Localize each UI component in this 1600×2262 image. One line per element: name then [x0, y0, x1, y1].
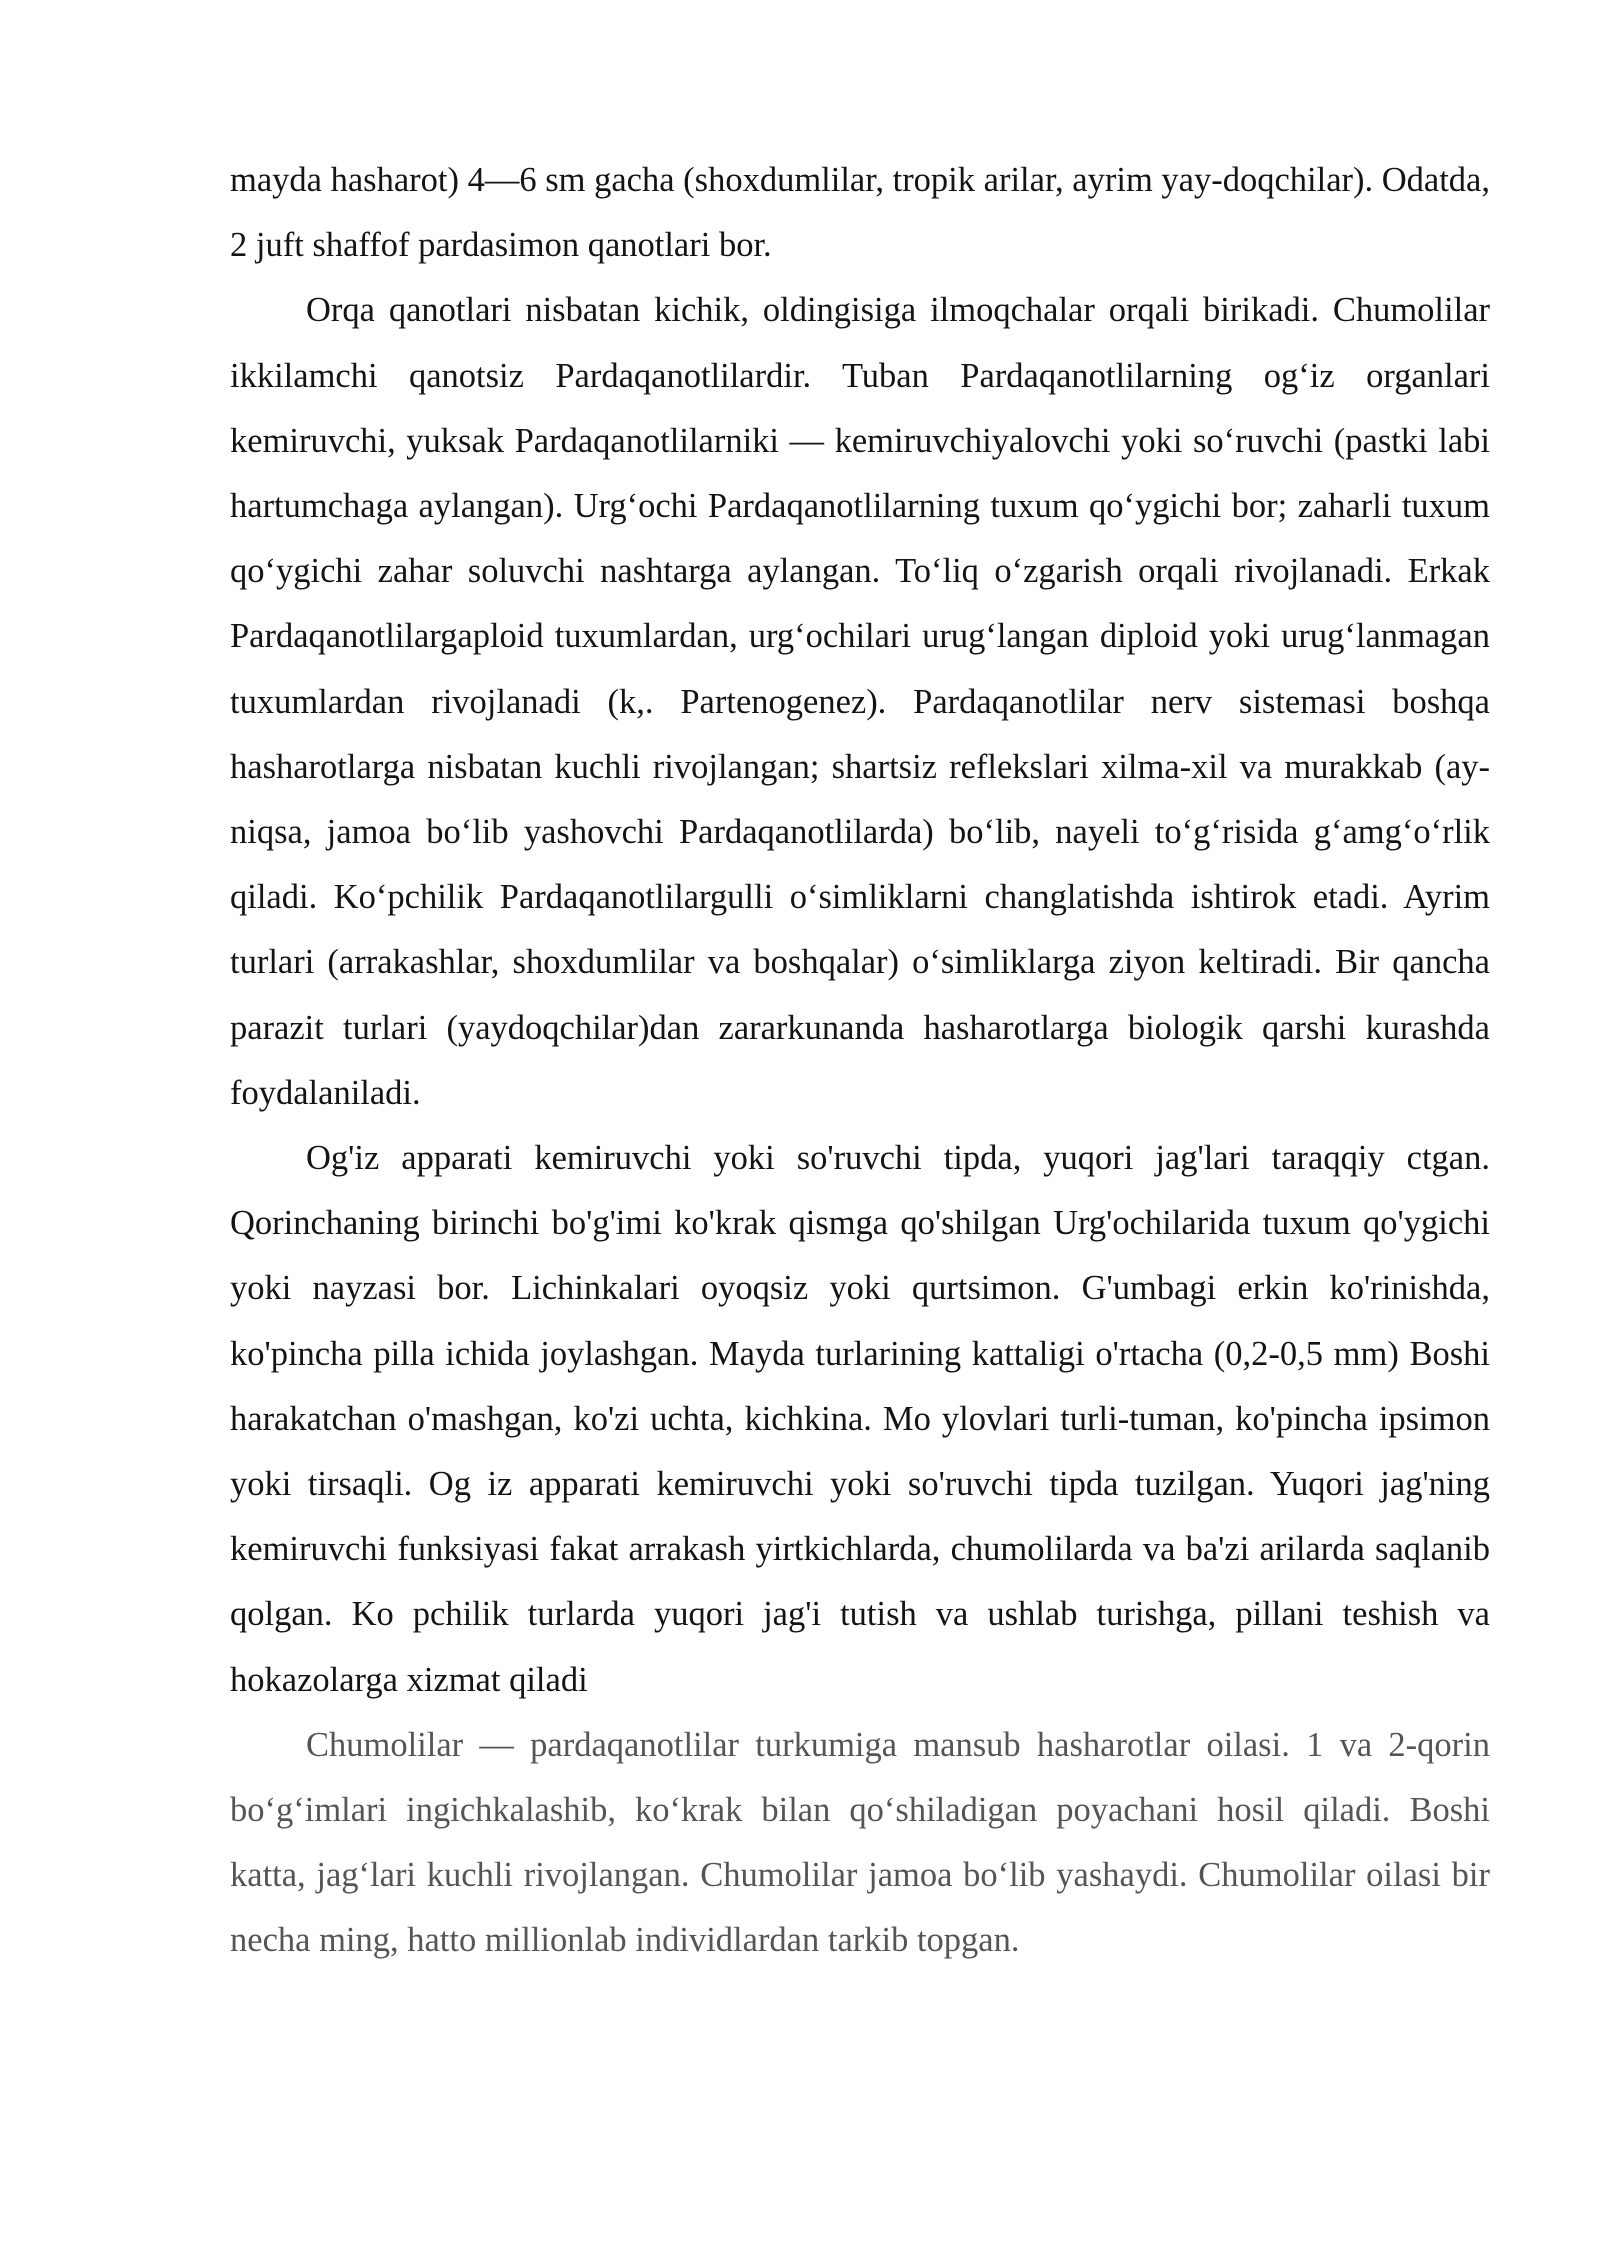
- paragraph-4: Chumolilar — pardaqanotlilar turkumiga mansub hasharotlar oilasi. 1 va 2-qorin boʻgʻimlari ingichkalashib, koʻkrak bilan qoʻshiladigan poyachani hosil qiladi. Boshi katta, jagʻlari kuchli rivojlangan. Chumolilar jamoa boʻlib yashaydi. Chumolilar oilasi bir necha ming, hatto millionlab individlardan tarkib topgan.: [230, 1725, 1490, 1960]
- paragraph-1: mayda hasharot) 4—6 sm gacha (shoxdumlilar, tropik arilar, ayrim yay-doqchilar). Odatda, 2 juft shaffof pardasimon qanotlari bor.: [230, 161, 1490, 265]
- paragraph-2: Orqa qanotlari nisbatan kichik, oldingisiga ilmoqchalar orqali birikadi. Chumolilar ikkilamchi qanotsiz Pardaqanotlilardir. Tuban Pardaqanotlilarning ogʻiz organlari kemiruvchi, yuksak Pardaqanotlilarniki — kemiruvchiyalovchi yoki soʻruvchi (pastki labi hartumchaga aylangan). Urgʻochi Pardaqanotlilarning tuxum qoʻygichi bor; zaharli tuxum qoʻygichi zahar soluvchi nashtarga aylangan. Toʻliq oʻzgarish orqali rivojlanadi. Erkak Pardaqanotlilargaploid tuxumlardan, urgʻochilari urugʻlangan diploid yoki urugʻlanmagan tuxumlardan rivojlanadi (k,. Partenogenez). Pardaqanotlilar nerv sistemasi boshqa hasharotlarga nisbatan kuchli rivojlangan; shartsiz reflekslari xilma-xil va murakkab (ay-niqsa, jamoa boʻlib yashovchi Pardaqanotlilarda) boʻlib, nayeli toʻgʻrisida gʻamgʻoʻrlik qiladi. Koʻpchilik Pardaqanotlilargulli oʻsimliklarni changlatishda ishtirok etadi. Ayrim turlari (arrakashlar, shoxdumlilar va boshqalar) oʻsimliklarga ziyon keltiradi. Bir qancha parazit turlari (yaydoqchilar)dan zararkunanda hasharotlarga biologik qarshi kurashda foydalaniladi.: [230, 291, 1490, 1112]
- document-page: [230, 148, 1490, 1974]
- paragraph-3: Og'iz apparati kemiruvchi yoki so'ruvchi tipda, yuqori jag'lari taraqqiy ctgan. Qorinchaning birinchi bo'g'imi ko'krak qismga qo'shilgan Urg'ochilarida tuxum qo'ygichi yoki nayzasi bor. Lichinkalari oyoqsiz yoki qurtsimon. G'umbagi erkin ko'rinishda, ko'pincha pilla ichida joylashgan. Mayda turlarining kattaligi o'rtacha (0,2-0,5 mm) Boshi harakatchan o'mashgan, ko'zi uchta, kichkina. Mo ylovlari turli-tuman, ko'pincha ipsimon yoki tirsaqli. Og iz apparati kemiruvchi yoki so'ruvchi tipda tuzilgan. Yuqori jag'ning kemiruvchi funksiyasi fakat arrakash yirtkichlarda, chumolilarda va ba'zi arilarda saqlanib qolgan. Ko pchilik turlarda yuqori jag'i tutish va ushlab turishga, pillani teshish va hokazolarga xizmat qiladi: [230, 1139, 1490, 1699]
